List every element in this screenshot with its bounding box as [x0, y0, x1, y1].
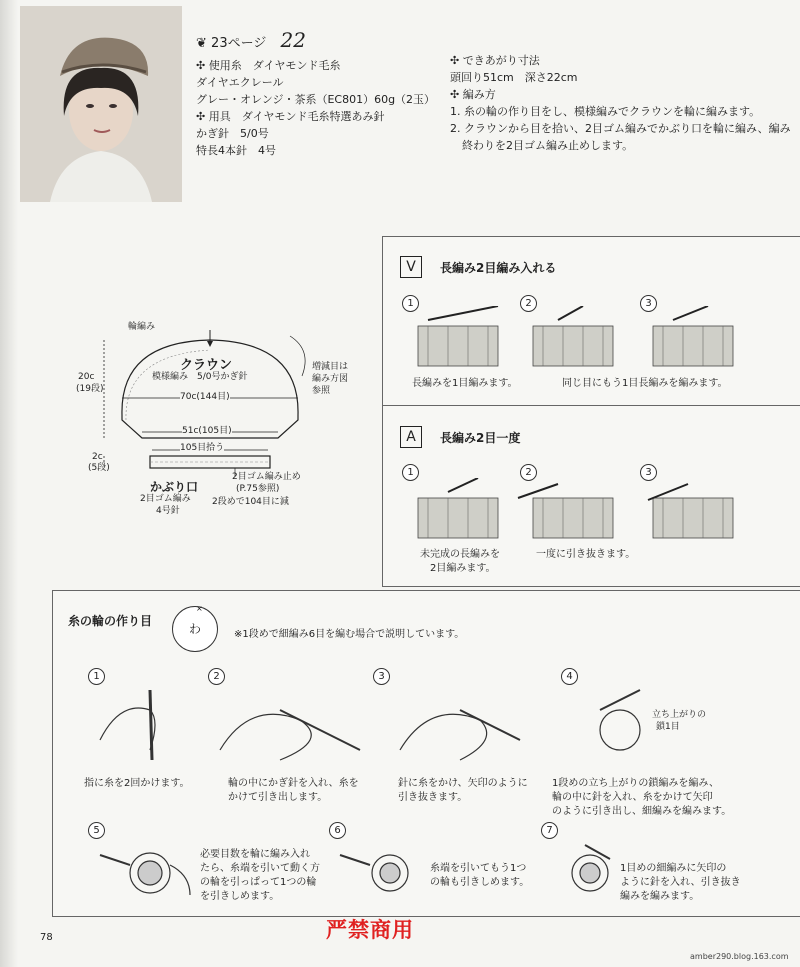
hook-size: かぎ針 5/0号 — [196, 127, 269, 140]
decrease-title: 長編み2目一度 — [440, 431, 521, 445]
brim-label: かぶり口 — [150, 480, 199, 494]
ring-char: わ — [188, 622, 201, 636]
model-photo-illustration — [20, 6, 182, 202]
crown-label: クラウン — [180, 358, 233, 373]
step-number: 3 — [640, 464, 657, 481]
magic-ring-caption-5d: を引きしめます。 — [200, 891, 280, 902]
flourish-icon: ❦ — [196, 36, 207, 51]
decrease-caption-1b: 2目編みます。 — [430, 563, 496, 574]
method-label: 編み方 — [462, 88, 496, 101]
pattern-number: 22 — [280, 28, 306, 52]
decrease-steps-illustration — [408, 478, 788, 544]
brim-height-label: 2c — [92, 452, 103, 462]
pickup-label: 105目拾う — [180, 443, 225, 453]
increase-caption-2: 同じ目にもう1目長編みを編みます。 — [562, 378, 728, 389]
hat-diagram — [80, 320, 380, 520]
magic-ring-caption-2a: 輪の中にかぎ針を入れ、糸を — [228, 778, 359, 789]
crown-sub-label: 模様編み 5/0号かぎ針 — [152, 372, 248, 382]
magic-ring-note: ※1段めで細編み6目を編む場合で説明しています。 — [234, 629, 465, 640]
materials-block — [196, 57, 435, 159]
brim-rows-label: (5段) — [88, 463, 110, 473]
crown-rows-label: (19段) — [76, 384, 104, 394]
note-line-1: 増減目は — [312, 362, 349, 372]
magic-ring-caption-2b: かけて引き出します。 — [228, 792, 328, 803]
step-number: 6 — [329, 822, 346, 839]
magic-ring-side-2: 鎖1目 — [656, 722, 680, 732]
model-photo — [20, 6, 182, 202]
ring-label: 輪編み — [128, 322, 156, 332]
bullet-icon: ✣ — [196, 110, 209, 123]
pattern-header — [196, 28, 306, 52]
step-number: 2 — [208, 668, 225, 685]
magic-ring-caption-3a: 針に糸をかけ、矢印のように — [398, 778, 528, 789]
increase-steps-illustration — [408, 306, 788, 372]
step-number: 1 — [402, 464, 419, 481]
increase-caption-1: 長編みを1目編みます。 — [412, 378, 518, 389]
magic-ring-caption-7b: ように針を入れ、引き抜き — [620, 877, 741, 888]
step-number: 3 — [640, 295, 657, 312]
step-number: 5 — [88, 822, 105, 839]
finish-size: 頭回り51cm 深さ22cm — [450, 71, 578, 84]
increase-title: 長編み2目編み入れる — [440, 261, 557, 275]
tools-label: 用具 — [208, 110, 231, 123]
bullet-icon: ✣ — [450, 88, 463, 101]
step-number: 2 — [520, 464, 537, 481]
no-commercial-use-watermark: 严禁商用 — [326, 918, 414, 942]
magic-ring-caption-4a: 1段めの立ち上がりの鎖編みを編み、 — [552, 778, 719, 789]
magic-ring-side-1: 立ち上がりの — [652, 710, 707, 720]
method-step-2-cont: 終わりを2目ゴム編み止めします。 — [462, 139, 634, 152]
page-number: 78 — [40, 932, 53, 943]
step-number: 2 — [520, 295, 537, 312]
step-number: 1 — [88, 668, 105, 685]
note-line-2: 編み方図 — [312, 374, 349, 384]
tools-brand: ダイヤモンド毛糸特選あみ針 — [241, 110, 385, 123]
magic-ring-caption-5b: たら、糸端を引いて動く方 — [200, 863, 320, 874]
crown-height-label: 20c — [78, 372, 95, 382]
bind-off-1: 2目ゴム編み止め — [232, 472, 301, 482]
page-gutter — [0, 0, 18, 967]
decrease-symbol-icon: A — [400, 426, 422, 448]
magic-ring-caption-7c: 編みを編みます。 — [620, 891, 700, 902]
magic-ring-caption-4b: 輪の中に針を入れ、糸をかけて矢印 — [552, 792, 713, 803]
bind-off-2: (P.75参照) — [236, 484, 280, 494]
magic-ring-caption-6a: 糸端を引いてもう1つ — [430, 863, 527, 874]
note-line-3: 参照 — [312, 386, 331, 396]
magic-ring-caption-1: 指に糸を2回かけます。 — [84, 778, 190, 789]
page-reference: 23ページ — [211, 36, 267, 51]
x-mark: × — [196, 604, 203, 613]
magic-ring-caption-3b: 引き抜きます。 — [398, 792, 468, 803]
increase-symbol-icon: V — [400, 256, 422, 278]
yarn-name: ダイヤエクレール — [196, 76, 284, 89]
brim-sub-1: 2目ゴム編み — [140, 494, 191, 504]
step-number: 3 — [373, 668, 390, 685]
magic-ring-symbol-icon — [172, 606, 218, 652]
finish-label: できあがり寸法 — [462, 54, 540, 67]
step-number: 1 — [402, 295, 419, 312]
step-number: 7 — [541, 822, 558, 839]
yarn-label: 使用糸 — [208, 59, 242, 72]
magic-ring-caption-5c: の輪を引っぱって1つの輪 — [200, 877, 317, 888]
magic-ring-caption-6b: の輪も引きしめます。 — [430, 877, 530, 888]
bind-off-3: 2段めで104目に減 — [212, 497, 289, 507]
decrease-caption-1a: 未完成の長編みを — [420, 549, 500, 560]
bullet-icon: ✣ — [450, 54, 463, 67]
step-number: 4 — [561, 668, 578, 685]
yarn-color: グレー・オレンジ・茶系（EC801）60g（2玉） — [196, 93, 436, 106]
brim-sub-2: 4号針 — [156, 506, 180, 516]
width-51-label: 51c(105目) — [182, 426, 232, 436]
magic-ring-caption-5a: 必要目数を輪に編み入れ — [200, 849, 310, 860]
method-step-2: 2. クラウンから目を拾い、2目ゴム編みでかぶり口を輪に編み、編み — [450, 122, 791, 135]
yarn-brand: ダイヤモンド毛糸 — [252, 59, 341, 72]
magic-ring-caption-7a: 1目めの細編みに矢印の — [620, 863, 727, 874]
width-70-label: 70c(144目) — [180, 392, 230, 402]
finish-block — [450, 52, 791, 154]
decrease-caption-2: 一度に引き抜きます。 — [536, 549, 636, 560]
magic-ring-caption-4c: のように引き出し、細編みを編みます。 — [552, 806, 732, 817]
method-step-1: 1. 糸の輪の作り目をし、模様編みでクラウンを輪に編みます。 — [450, 105, 761, 118]
bullet-icon: ✣ — [196, 59, 209, 72]
blog-url: amber290.blog.163.com — [690, 952, 789, 961]
magic-ring-title: 糸の輪の作り目 — [68, 614, 153, 628]
needle-size: 特長4本針 4号 — [196, 144, 276, 157]
